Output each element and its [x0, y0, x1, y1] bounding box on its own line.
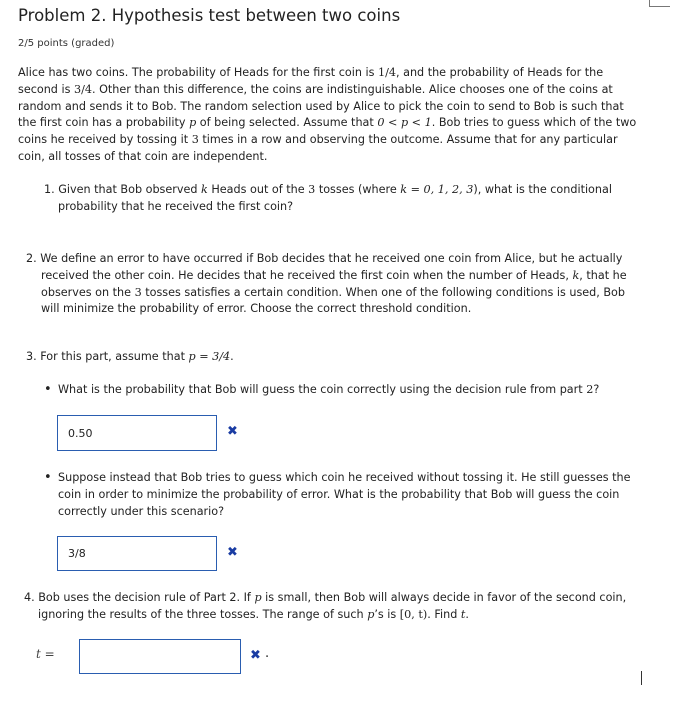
- toss-count: 3: [134, 285, 142, 299]
- incorrect-icon: ✖: [227, 424, 238, 439]
- question-1: [44, 182, 634, 216]
- toss-count: 3: [191, 133, 199, 147]
- toss-count: 3: [308, 183, 316, 196]
- trailing-period: .: [265, 646, 270, 661]
- q2-text-3: tosses satisfies a certain condition. When one of the following conditions is used, Bob will minimize the probability of error. Choose the correct threshold condition.: [41, 285, 626, 316]
- second-coin-prob: 3/4: [73, 82, 92, 96]
- q2-text-1: 2. We define an error to have occurred if Bob decides that he received one coin from Alice, but he actually received the other coin. He decides that he received the first coin when the number of Heads,: [26, 252, 623, 282]
- k-range: k = 0, 1, 2, 3: [400, 183, 474, 196]
- problem-title: Problem 2. Hypothesis test between two coins: [18, 6, 401, 25]
- var-t: t: [460, 607, 466, 621]
- var-p: p: [254, 591, 262, 604]
- question-2: [26, 251, 638, 318]
- text-cursor: [641, 671, 642, 685]
- intro-text-6: times in a row and observing the outcome. Assume that for any particular coin, all tosses of that coin are independent.: [18, 133, 618, 163]
- q3-bullet-2: • Suppose instead that Bob tries to guess which coin he received without tossing it. He still guesses the coin in order to minimize the probability of error. What is the probability that Bob will guess the coin correctly under this scenario?: [58, 470, 633, 520]
- q4-text-2: is small, then Bob will always decide in favor of the second coin, ignoring the results of the three tosses. The range of such: [38, 591, 627, 621]
- q2-text-2: , that he observes on the: [41, 268, 627, 299]
- answer-input-3a[interactable]: [57, 415, 217, 451]
- intro-text-4: of being selected. Assume that: [196, 116, 378, 130]
- q3-b1-text-2: ?: [593, 383, 600, 396]
- q1-text-2: Heads out of the: [207, 183, 309, 196]
- intro-text-5: . Bob tries to guess which of the two coins he received by tossing it: [18, 116, 637, 147]
- incorrect-icon: ✖: [250, 648, 261, 663]
- q4-text-3: ’s is: [374, 607, 400, 621]
- var-p: p: [367, 607, 375, 621]
- p-value: p = 3/4: [188, 350, 231, 363]
- var-k: k: [572, 268, 580, 282]
- intro-text-1: Alice has two coins. The probability of Heads for the first coin is: [18, 66, 378, 79]
- t-label: t =: [36, 647, 55, 661]
- p-condition: 0 < p < 1: [377, 116, 432, 130]
- var-p: p: [189, 116, 197, 130]
- question-3: [26, 349, 638, 366]
- part-number: 2: [586, 383, 594, 396]
- q3-b1-text-1: What is the probability that Bob will guess the coin correctly using the decision rule from part: [58, 383, 587, 396]
- q4-text-5: .: [465, 607, 469, 621]
- q3-text-2: .: [230, 350, 234, 363]
- intro-text-2: , and the probability of Heads for the second is: [18, 66, 604, 96]
- problem-statement: [18, 65, 638, 166]
- answer-input-3b[interactable]: [57, 536, 217, 571]
- q4-text-4: . Find: [427, 607, 461, 621]
- question-4: [24, 590, 638, 624]
- q4-text-1: 4. Bob uses the decision rule of Part 2. If: [24, 591, 255, 604]
- window-edge: [649, 0, 670, 7]
- intro-text-3: . Other than this difference, the coins are indistinguishable. Alice chooses one of the coins at random and sends it to Bob. The random selection used by Alice to pick the coin to send to Bob is such that the first coin has a probability: [18, 82, 624, 130]
- first-coin-prob: 1/4: [377, 66, 396, 79]
- q1-text-3: tosses (where: [315, 183, 401, 196]
- q1-text-1: 1. Given that Bob observed: [44, 183, 202, 196]
- q3-bullet-1: [58, 382, 628, 399]
- incorrect-icon: ✖: [227, 545, 238, 560]
- q3-text-1: 3. For this part, assume that: [26, 350, 189, 363]
- answer-input-4[interactable]: [79, 639, 241, 674]
- p-range: [0, t): [399, 607, 428, 621]
- q1-text-4: ), what is the conditional probability that he received the first coin?: [58, 183, 612, 213]
- var-k: k: [201, 183, 208, 196]
- points-label: 2/5 points (graded): [18, 38, 115, 49]
